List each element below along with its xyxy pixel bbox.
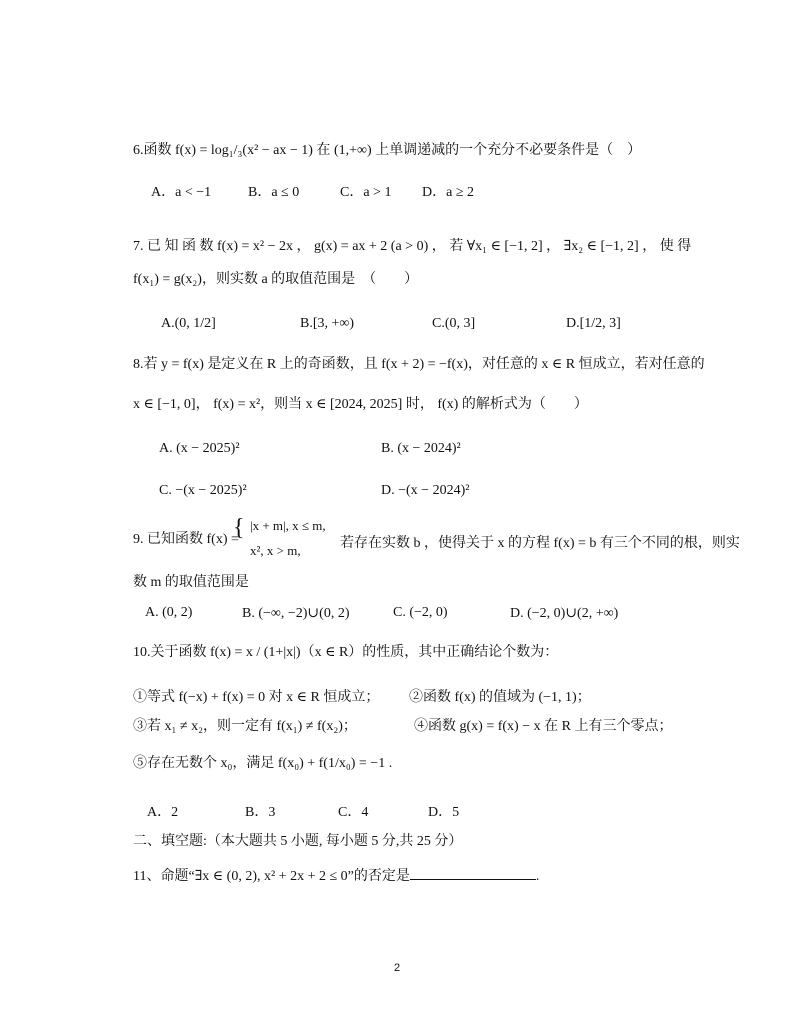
q9-option-d: D. (−2, 0)∪(2, +∞): [510, 606, 619, 621]
q10-statement-4: ④函数 g(x) = f(x) − x 在 R 上有三个零点；: [414, 719, 673, 734]
q11-prefix: 11、命题“∃x ∈ (0, 2), x² + 2x + 2 ≤ 0”的否定是: [133, 869, 410, 884]
q11-answer-blank[interactable]: [410, 867, 536, 880]
section-fill-in-blank-heading: 二、填空题:（本大题共 5 小题, 每小题 5 分,共 25 分）: [133, 834, 463, 849]
q7-stem-line1: 7. 已 知 函 数 f(x) = x² − 2x ， g(x) = ax + 2 (a > 0) ， 若 ∀x₁ ∈ [−1, 2] ， ∃x₂ ∈ [−1, 2] ， 使 得: [133, 239, 692, 254]
q6-stem: 6.函数 f(x) = log₁/₃(x² − ax − 1) 在 (1,+∞) 上单调递减的一个充分不必要条件是（ ）: [133, 143, 642, 158]
q9-stem-suffix: 若存在实数 b ，使得关于 x 的方程 f(x) = b 有三个不同的根，则实: [340, 536, 740, 551]
q10-option-c: C．4: [338, 805, 369, 820]
q10-option-d: D．5: [428, 805, 460, 820]
q9-option-b: B. (−∞, −2)∪(0, 2): [242, 606, 350, 621]
q10-statement-1: ①等式 f(−x) + f(x) = 0 对 x ∈ R 恒成立；: [133, 690, 380, 705]
q7-option-b: B.[3, +∞): [300, 316, 355, 331]
q6-option-c: C．a > 1: [340, 185, 392, 200]
q10-statement-5: ⑤存在无数个 x₀，满足 f(x₀) + f(1/x₀) = −1 .: [133, 756, 393, 771]
q6-option-b: B．a ≤ 0: [248, 185, 300, 200]
q7-stem-line2: f(x₁) = g(x₂)，则实数 a 的取值范围是 （ ）: [133, 272, 419, 287]
q11-line: [133, 867, 539, 886]
q10-option-a: A．2: [147, 805, 179, 820]
q10-statement-2: ②函数 f(x) 的值域为 (−1, 1)；: [409, 690, 591, 705]
q10-statement-3: ③若 x₁ ≠ x₂，则一定有 f(x₁) ≠ f(x₂)；: [133, 719, 357, 734]
page-number: 2: [393, 962, 401, 974]
q10-stem: 10.关于函数 f(x) = x / (1+|x|)（x ∈ R）的性质，其中正确结论个数为：: [133, 645, 559, 660]
q8-stem-line2: x ∈ [−1, 0]， f(x) = x²，则当 x ∈ [2024, 2025] 时， f(x) 的解析式为（ ）: [133, 397, 588, 412]
q9-case-2: x², x > m,: [250, 543, 301, 558]
q7-option-d: D.[1/2, 3]: [566, 316, 621, 331]
q6-option-d: D．a ≥ 2: [422, 185, 475, 200]
q9-option-c: C. (−2, 0): [393, 605, 448, 620]
q9-stem-prefix: 9. 已知函数 f(x) =: [133, 532, 239, 547]
q8-option-b: B. (x − 2024)²: [381, 441, 461, 456]
q9-case-1: |x + m|, x ≤ m,: [250, 518, 326, 533]
q6-option-a: A．a < −1: [151, 185, 212, 200]
q11-suffix: .: [535, 869, 540, 884]
q7-option-a: A.(0, 1/2]: [161, 316, 216, 331]
q8-option-c: C. −(x − 2025)²: [159, 483, 247, 498]
q8-option-d: D. −(x − 2024)²: [381, 483, 470, 498]
q7-option-c: C.(0, 3]: [432, 316, 476, 331]
q8-stem-line1: 8.若 y = f(x) 是定义在 R 上的奇函数，且 f(x + 2) = −f(x)，对任意的 x ∈ R 恒成立，若对任意的: [133, 357, 705, 372]
q9-brace: {: [233, 515, 245, 541]
q9-option-a: A. (0, 2): [145, 605, 193, 620]
q9-stem-line2: 数 m 的取值范围是: [133, 575, 249, 590]
q8-option-a: A. (x − 2025)²: [159, 441, 240, 456]
q10-option-b: B．3: [245, 805, 276, 820]
